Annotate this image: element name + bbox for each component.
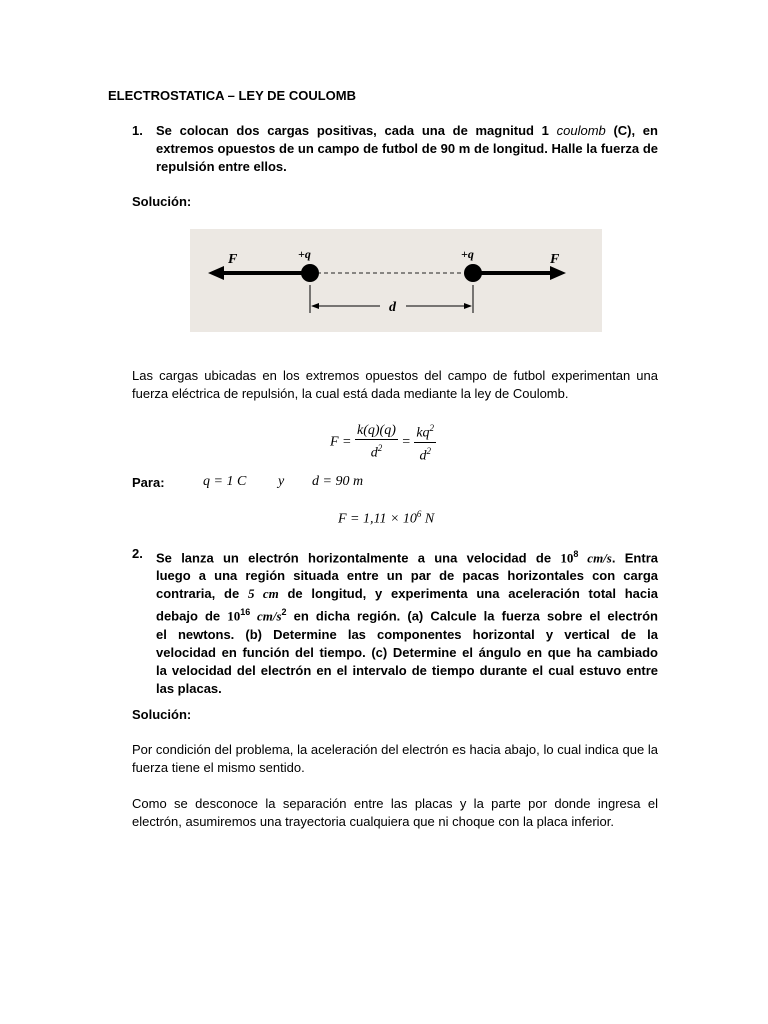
fraction-1 bbox=[355, 423, 398, 462]
p2l3-a: contraria, de bbox=[156, 586, 248, 602]
force-result-unit: N bbox=[424, 511, 435, 527]
distance-arrow-right bbox=[464, 303, 472, 309]
problem-2-line-6: velocidad en función del tiempo. (c) Determine el ángulo en que ha cambiado bbox=[156, 644, 658, 660]
charge-left-dot bbox=[301, 264, 319, 282]
p2l1-a: Se lanza un electrón horizontalmente a una velocidad de bbox=[156, 550, 561, 566]
p2l1-base: 10 bbox=[560, 550, 574, 566]
p2l4-unit: cm/s bbox=[250, 608, 282, 624]
problem-2-line-4 bbox=[156, 603, 658, 625]
p2l1-unit: cm/s bbox=[578, 550, 612, 566]
fraction-2-den-exp: 2 bbox=[426, 445, 431, 456]
fraction-2-numerator bbox=[414, 420, 436, 443]
fraction-2-den-base: d bbox=[419, 448, 427, 464]
paragraph-1: Las cargas ubicadas en los extremos opuestos del campo de futbol experimentan una fuerza eléctrica de repulsión, la cual está dada mediante la ley de Coulomb. bbox=[132, 368, 658, 401]
para-label: Para: bbox=[132, 475, 165, 490]
coulomb-formula bbox=[330, 420, 436, 464]
force-result bbox=[338, 509, 434, 528]
p2l4-base: 10 bbox=[227, 608, 241, 624]
problem-2-number: 2. bbox=[132, 546, 143, 561]
fraction-1-den-base: d bbox=[370, 445, 378, 461]
formula-1-lhs: F = bbox=[330, 434, 352, 450]
solution-2-label: Solución: bbox=[132, 707, 192, 722]
p2l4-b: en dicha región. (a) Calcule la fuerza sobre el electrón bbox=[286, 608, 658, 624]
fraction-2 bbox=[414, 420, 436, 464]
p2l4-exp: 16 bbox=[240, 607, 251, 618]
fraction-2-num-exp: 2 bbox=[429, 423, 435, 433]
problem-1-text-b: (C), en extremos opuestos de un campo de futbol de 90 m de longitud. Halle la fuerza de repulsión entre ellos. bbox=[156, 123, 658, 174]
para-y: y bbox=[278, 474, 285, 489]
problem-2-line-3 bbox=[156, 585, 658, 603]
problem-2-text bbox=[156, 545, 658, 698]
distance-arrow-left bbox=[311, 303, 319, 309]
p2l1-b: . Entra bbox=[611, 550, 658, 566]
charges-diagram bbox=[190, 229, 602, 332]
charges-figure bbox=[190, 229, 602, 332]
p2l3-length: 5 cm bbox=[247, 586, 279, 602]
fraction-2-num-base: kq bbox=[416, 425, 430, 441]
paragraph-3: Como se desconoce la separación entre las placas y la parte por donde ingresa el electrón, asumiremos una trayectoria cualquiera que ni choque con la placa inferior. bbox=[132, 796, 658, 829]
problem-2-line-8: las placas. bbox=[156, 680, 222, 696]
force-left-arrowhead bbox=[208, 266, 224, 280]
fraction-1-denominator bbox=[355, 440, 398, 462]
problem-1-unit: coulomb bbox=[556, 123, 606, 138]
charge-right-label: +q bbox=[461, 247, 474, 261]
para-d: d = 90 m bbox=[312, 474, 364, 489]
force-left-label: F bbox=[228, 252, 238, 267]
p2l4-unit-exp: 2 bbox=[281, 607, 287, 618]
p2l3-b: de longitud, y experimenta una aceleración total hacia bbox=[278, 586, 658, 602]
problem-2-line-5: el newtons. (b) Determine las componentes horizontal y vertical de la bbox=[156, 626, 658, 642]
problem-2-line-2: luego a una región situada entre un par de pacas horizontales con carga bbox=[156, 568, 658, 584]
charge-left-label: +q bbox=[298, 247, 311, 261]
problem-2-line-1 bbox=[156, 545, 658, 567]
paragraph-2: Por condición del problema, la aceleración del electrón es hacia abajo, lo cual indica que la fuerza tiene el mismo sentido. bbox=[132, 742, 658, 775]
formula-1-equals: = bbox=[401, 434, 411, 450]
problem-1-text bbox=[156, 122, 658, 176]
page-title: ELECTROSTATICA – LEY DE COULOMB bbox=[108, 88, 356, 103]
p2l4-a: debajo de bbox=[156, 608, 228, 624]
force-right-label: F bbox=[550, 252, 560, 267]
force-right-arrowhead bbox=[550, 266, 566, 280]
charge-right-dot bbox=[464, 264, 482, 282]
para-q: q = 1 C bbox=[203, 474, 247, 489]
problem-1-text-a: Se colocan dos cargas positivas, cada una de magnitud 1 bbox=[156, 123, 549, 138]
fraction-1-numerator: k(q)(q) bbox=[357, 422, 396, 438]
solution-1-label: Solución: bbox=[132, 194, 192, 209]
distance-label: d bbox=[389, 300, 396, 315]
p2l1-exp: 8 bbox=[573, 549, 579, 559]
fraction-2-denominator bbox=[414, 443, 436, 465]
force-result-base: F = 1,11 × 10 bbox=[338, 511, 417, 527]
problem-2-line-7: la velocidad del electrón en el intervalo de tiempo durante el cual estuvo entre bbox=[156, 662, 658, 678]
fraction-1-den-exp: 2 bbox=[377, 442, 383, 453]
force-result-exp: 6 bbox=[416, 509, 422, 519]
problem-1-number: 1. bbox=[132, 123, 143, 138]
